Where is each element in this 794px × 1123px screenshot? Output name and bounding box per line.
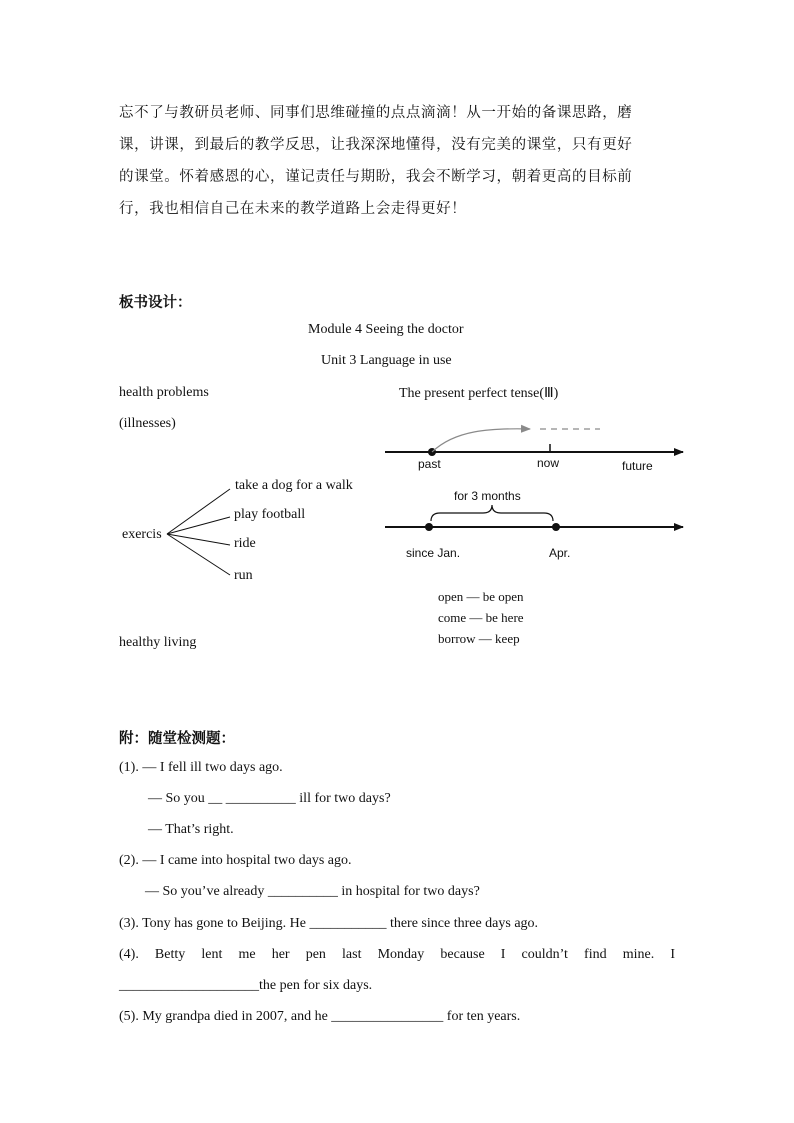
timeline-duration — [385, 505, 683, 531]
paragraph-line: 行，我也相信自己在未来的教学道路上会走得更好！ — [119, 201, 467, 217]
quiz-line: (2). — I came into hospital two days ago. — [119, 853, 352, 868]
quiz-line: (5). My grandpa died in 2007, and he ________________ for ten years. — [119, 1009, 521, 1024]
branch-line — [167, 517, 230, 534]
branch-label: run — [234, 568, 253, 583]
quiz-line: (4). Betty lent me her pen last Monday because I couldn’t find mine. I — [119, 947, 675, 962]
branch-line — [167, 534, 230, 575]
since-label: since Jan. — [406, 546, 461, 560]
branch-label: play football — [234, 507, 306, 522]
past-label: past — [418, 457, 441, 471]
exercise-root-label: exercis — [122, 527, 162, 542]
branch-line — [167, 534, 230, 545]
since-point — [425, 523, 433, 531]
healthy-living-label: healthy living — [119, 635, 197, 650]
paragraph-line: 课，讲课，到最后的教学反思，让我深深地懂得，没有完美的课堂，只有更好 — [119, 137, 633, 153]
paragraph-line: 的课堂。怀着感恩的心，谨记责任与期盼，我会不断学习，朝着更高的目标前 — [119, 169, 633, 185]
end-point — [552, 523, 560, 531]
quiz-line: (1). — I fell ill two days ago. — [119, 760, 283, 775]
curved-arrow — [432, 429, 530, 452]
quiz-line: — That’s right. — [148, 822, 234, 837]
quiz-line: — So you __ __________ ill for two days? — [148, 791, 391, 806]
end-label: Apr. — [549, 546, 571, 560]
quiz-line: — So you’ve already __________ in hospital for two days? — [145, 884, 480, 899]
timeline-past-now-future — [385, 429, 683, 456]
branch-label: ride — [234, 536, 256, 551]
health-problems-label: health problems — [119, 385, 209, 400]
illnesses-label: (illnesses) — [119, 416, 176, 431]
verb-pair: open — be open — [438, 589, 524, 604]
verb-pair: come — be here — [438, 610, 524, 625]
board-design-heading: 板书设计： — [119, 295, 192, 311]
branch-line — [167, 489, 230, 534]
paragraph-line: 忘不了与教研员老师、同事们思维碰撞的点点滴滴！从一开始的备课思路，磨 — [119, 105, 633, 121]
verb-pair: borrow — keep — [438, 631, 520, 646]
quiz-heading: 附：随堂检测题： — [119, 731, 235, 747]
tense-title: The present perfect tense(Ⅲ) — [399, 386, 559, 401]
future-label: future — [622, 459, 653, 473]
quiz-line: ____________________the pen for six days. — [119, 978, 373, 993]
now-label: now — [537, 456, 560, 470]
duration-label: for 3 months — [454, 489, 521, 503]
branch-label: take a dog for a walk — [235, 478, 353, 493]
quiz-line: (3). Tony has gone to Beijing. He ___________ there since three days ago. — [119, 916, 539, 931]
unit-title: Unit 3 Language in use — [321, 353, 452, 368]
exercise-branches — [167, 489, 230, 575]
duration-brace — [431, 505, 553, 521]
module-title: Module 4 Seeing the doctor — [308, 322, 464, 337]
